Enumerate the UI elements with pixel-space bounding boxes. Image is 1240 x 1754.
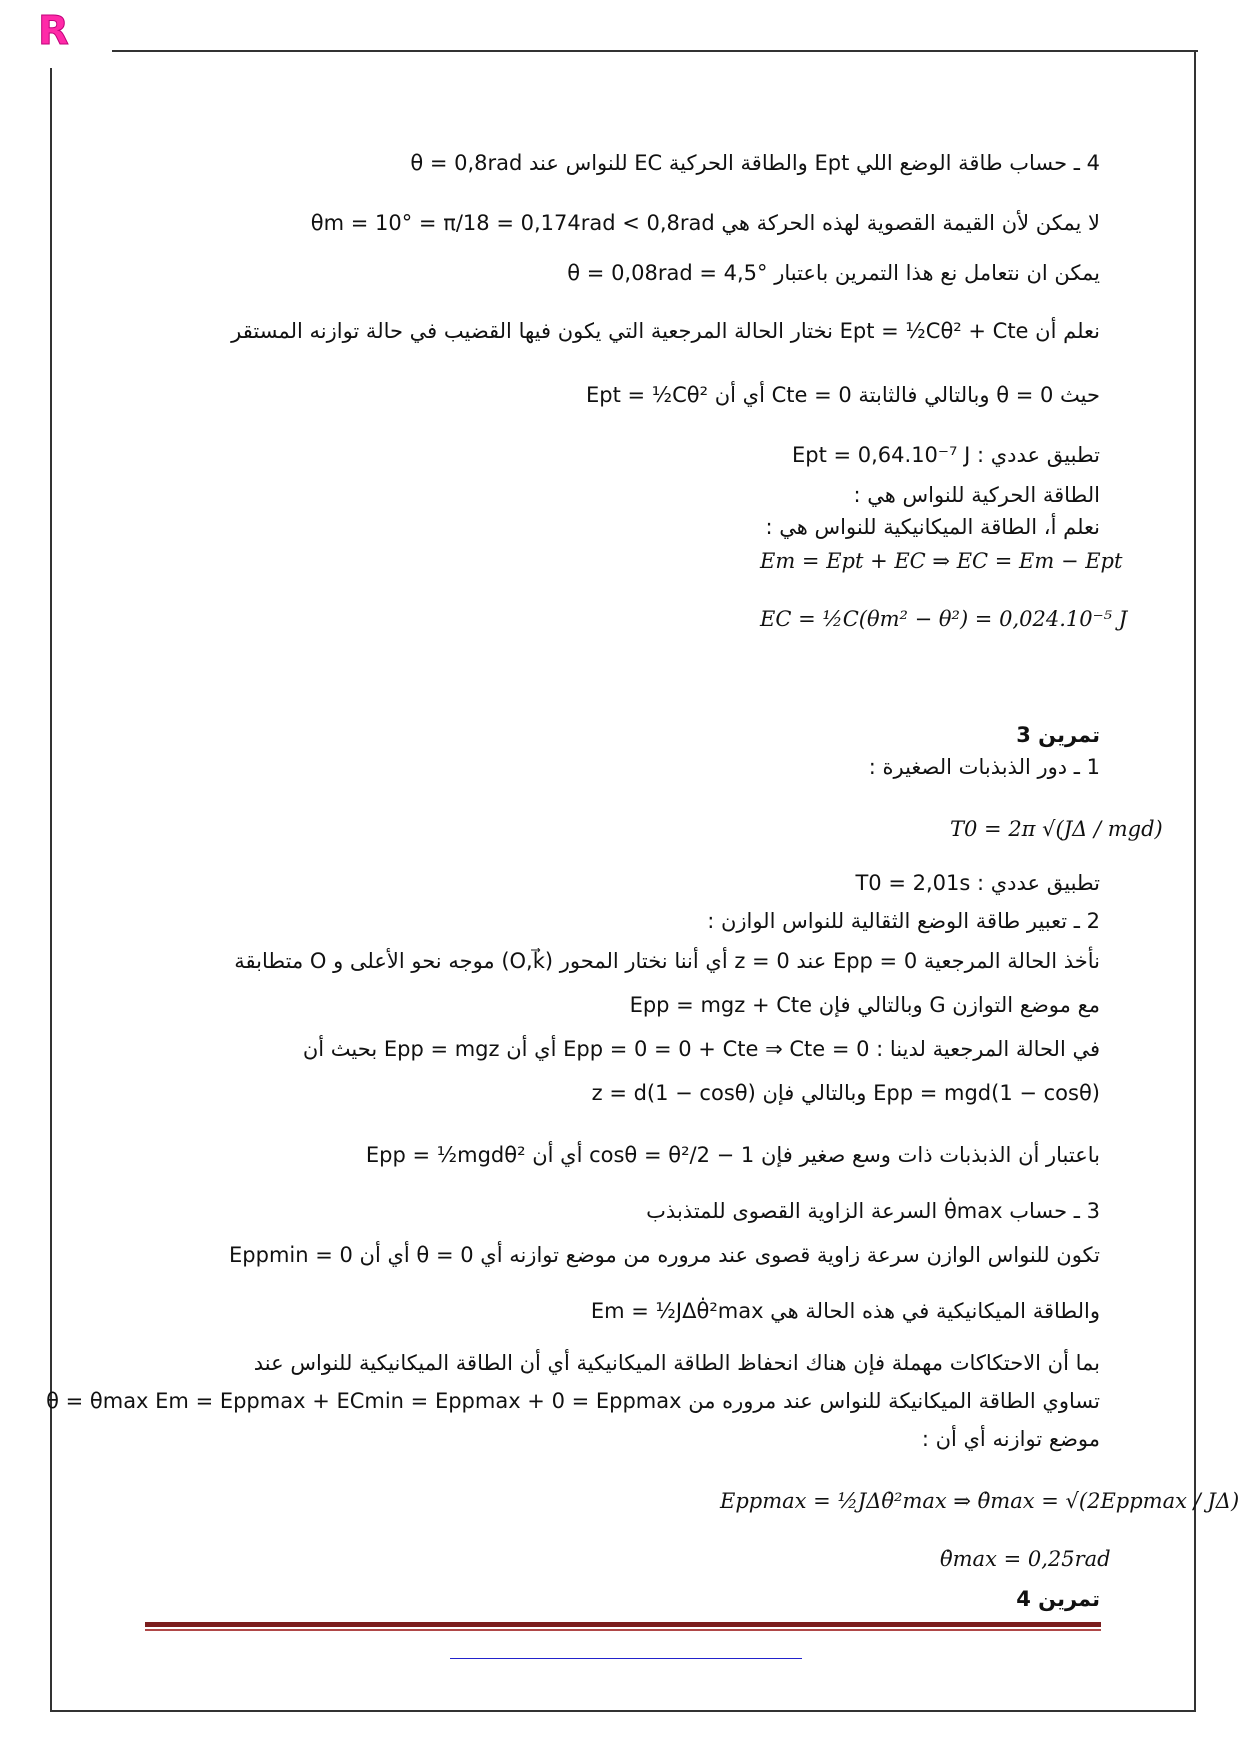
- equation: Eppmax = ½JΔθ̇²max ⇒ θ̇max = √(2Eppmax / JΔ): [720, 1489, 1240, 1513]
- logo-icon: R: [38, 8, 69, 54]
- text-line: z = d(1 − cosθ) وبالتالي فإن Epp = mgd(1 − cosθ): [591, 1081, 1100, 1105]
- text-line: 2 ـ تعبير طاقة الوضع الثقالية للنواس الوازن :: [707, 909, 1100, 933]
- text-line: نعلم أن Ept = ½Cθ² + Cte نختار الحالة المرجعية التي يكون فيها القضيب في حالة توازنه المستقر: [231, 319, 1100, 343]
- text-line: تطبيق عددي : Ept = 0,64.10⁻⁷ J: [791, 443, 1100, 467]
- text-line: 1 ـ دور الذبذبات الصغيرة :: [868, 755, 1100, 779]
- text-line: مع موضع التوازن G وبالتالي فإن Epp = mgz + Cte: [629, 993, 1100, 1017]
- equation: EC = ½C(θm² − θ²) = 0,024.10⁻⁵ J: [760, 607, 1128, 631]
- text-line: بما أن الاحتكاكات مهملة فإن هناك انحفاظ الطاقة الميكانيكية أي أن الطاقة الميكانيكية للنواس عند: [253, 1351, 1100, 1375]
- text-line: نأخذ الحالة المرجعية Epp = 0 عند z = 0 أي أننا نختار المحور (O,k⃗) موجه نحو الأعلى و O متطابقة: [234, 949, 1100, 973]
- text-line: 4 ـ حساب طاقة الوضع اللي Ept والطاقة الحركية EC للنواس عند θ = 0,8rad: [410, 151, 1100, 175]
- text-line: في الحالة المرجعية لدينا : Epp = 0 = 0 + Cte ⇒ Cte = 0 أي أن Epp = mgz بحيث أن: [302, 1037, 1100, 1061]
- footer-rule: [145, 1622, 1101, 1627]
- exercise-heading: تمرين 4: [1016, 1587, 1100, 1611]
- exercise-heading: تمرين 3: [1016, 723, 1100, 747]
- text-line: تطبيق عددي : T0 = 2,01s: [855, 871, 1100, 895]
- text-line: نعلم أ، الطاقة الميكانيكية للنواس هي :: [765, 515, 1100, 539]
- text-line: الطاقة الحركية للنواس هي :: [853, 483, 1100, 507]
- text-line: تكون للنواس الوازن سرعة زاوية قصوى عند مروره من موضع توازنه أي θ = 0 أي أن Eppmin = 0: [229, 1243, 1100, 1267]
- footer-link-underline[interactable]: [450, 1658, 802, 1659]
- footer-rule-thin: [145, 1629, 1101, 1631]
- text-line: حيث θ = 0 وبالتالي فالثابتة Cte = 0 أي أن Ept = ½Cθ²: [586, 383, 1100, 407]
- text-line: موضع توازنه أي أن :: [921, 1427, 1100, 1451]
- text-line: باعتبار أن الذبذبات ذات وسع صغير فإن 1 − cosθ = θ²/2 أي أن Epp = ½mgdθ²: [365, 1143, 1100, 1167]
- text-line: يمكن ان نتعامل نع هذا التمرين باعتبار θ = 0,08rad = 4,5°: [567, 261, 1100, 285]
- text-line: لا يمكن لأن القيمة القصوية لهذه الحركة هي θm = 10° = π/18 = 0,174rad < 0,8rad: [310, 211, 1100, 235]
- text-line: والطاقة الميكانيكية في هذه الحالة هي Em = ½JΔθ̇²max: [590, 1299, 1100, 1323]
- text-line: θ = θmax Em = Eppmax + ECmin = Eppmax + 0 = Eppmax تساوي الطاقة الميكانيكة للنواس عند مروره من: [46, 1389, 1100, 1413]
- equation: Em = Ept + EC ⇒ EC = Em − Ept: [760, 549, 1123, 573]
- text-line: 3 ـ حساب θ̇max السرعة الزاوية القصوى للمتذبذب: [646, 1199, 1100, 1223]
- equation: θ̇max = 0,25rad: [940, 1547, 1111, 1571]
- equation: T0 = 2π √(JΔ / mgd): [950, 817, 1163, 841]
